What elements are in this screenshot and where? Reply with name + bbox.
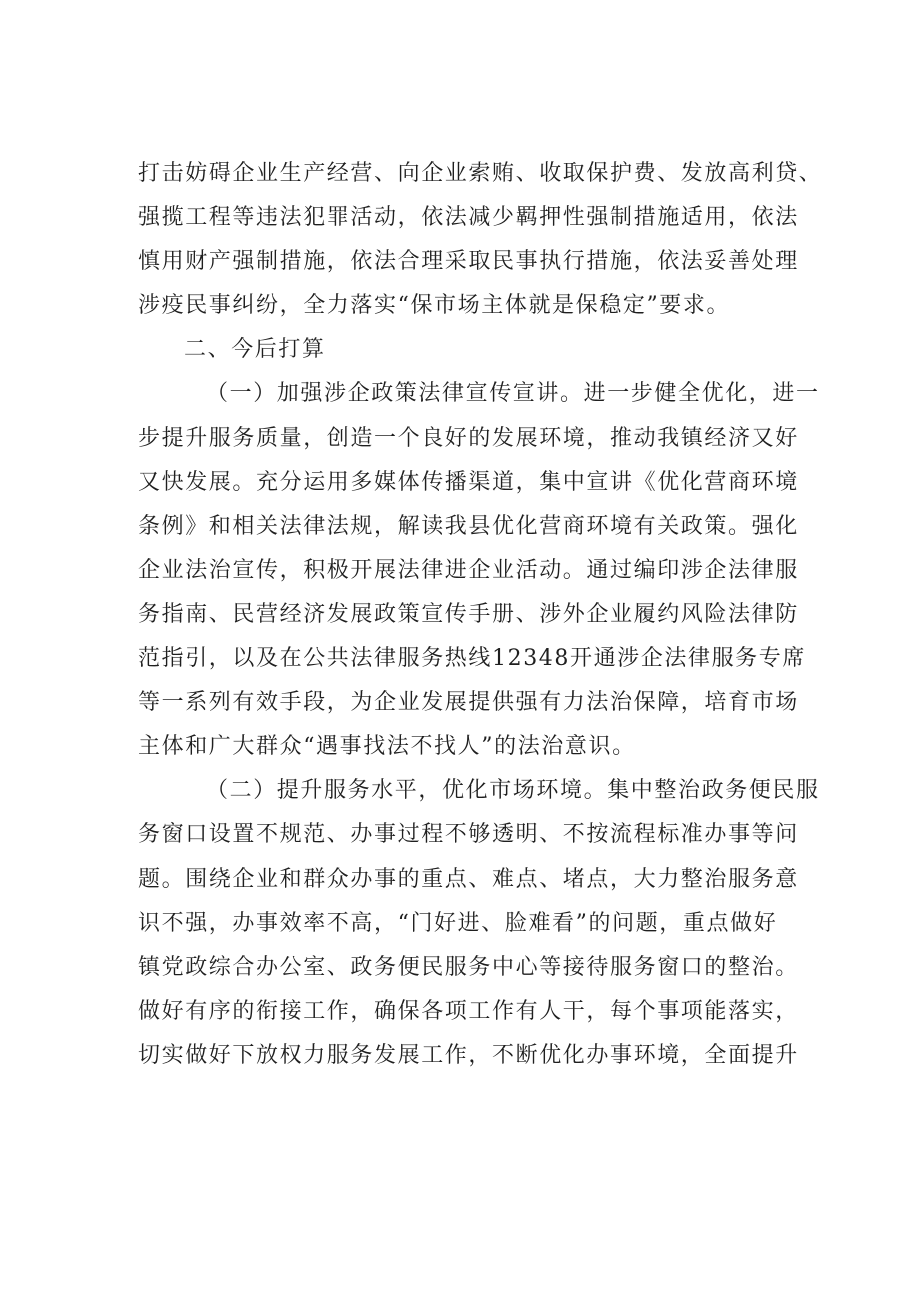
text-line: 涉疫民事纠纷，全力落实“保市场主体就是保稳定”要求。 [138,293,731,319]
text-line: 镇党政综合办公室、政务便民服务中心等接待服务窗口的整治。 [138,954,799,980]
text-line: 企业法治宣传，积极开展法律进企业活动。通过编印涉企法律服 [138,557,799,583]
text-line: 打击妨碍企业生产经营、向企业索贿、收取保护费、发放高利贷、 [138,161,823,186]
text-line: 步提升服务质量，创造一个良好的发展环境，推动我镇经济又好 [138,425,799,451]
text-line: 题。围绕企业和群众办事的重点、难点、堵点，大力整治服务意 [138,866,799,892]
document-body [138,152,823,1078]
text-line: 务指南、民营经济发展政策宣传手册、涉外企业履约风险法律防 [138,601,799,627]
text-line: 做好有序的衔接工作，确保各项工作有人干，每个事项能落实， [138,998,799,1024]
text-line: 等一系列有效手段，为企业发展提供强有力法治保障，培育市场 [138,690,799,716]
text-line: 范指引，以及在公共法律服务热线12348开通涉企法律服务专席 [138,646,806,672]
text-line: 条例》和相关法律法规，解读我县优化营商环境有关政策。强化 [138,513,799,539]
text-line: 切实做好下放权力服务发展工作，不断优化办事环境，全面提升 [138,1042,799,1068]
text-line: 主体和广大群众“遇事找法不找人”的法治意识。 [138,734,636,760]
text-line: 务窗口设置不规范、办事过程不够透明、不按流程标准办事等问 [138,822,799,848]
text-line: 强揽工程等违法犯罪活动，依法减少羁押性强制措施适用，依法 [138,205,799,231]
text-line: 慎用财产强制措施，依法合理采取民事执行措施，依法妥善处理 [138,249,799,275]
text-line: 又快发展。充分运用多媒体传播渠道，集中宣讲《优化营商环境 [138,469,799,495]
section-heading: 二、今后打算 [184,337,326,363]
subsection-heading-line: （一）加强涉企政策法律宣传宣讲。进一步健全优化，进一 [206,381,820,407]
text-line: 识不强，办事效率不高，“门好进、脸难看”的问题，重点做好 [138,910,778,936]
subsection-heading-line: （二）提升服务水平，优化市场环境。集中整治政务便民服 [206,778,820,804]
